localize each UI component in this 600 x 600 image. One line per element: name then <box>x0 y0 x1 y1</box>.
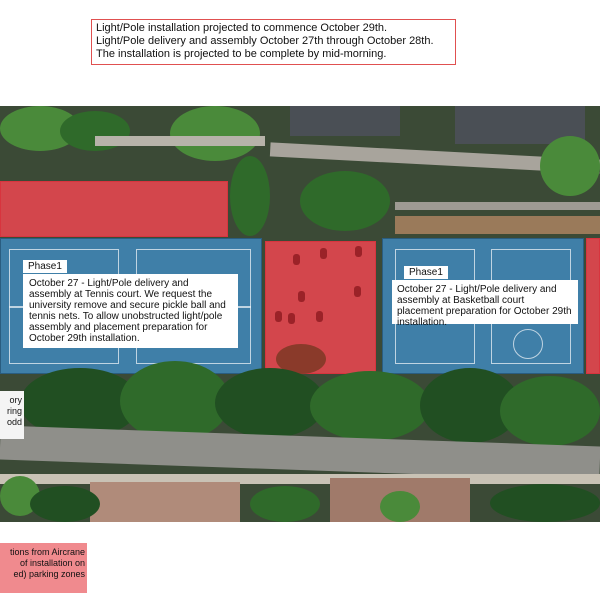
tree-canopy <box>120 361 230 441</box>
notice-line-2: Light/Pole delivery and assembly October 27th through October 28th. <box>96 35 434 47</box>
parked-car <box>354 286 361 297</box>
notice-line-1: Light/Pole installation projected to commence October 29th. <box>96 22 388 34</box>
red-zone-right-edge <box>586 238 600 374</box>
schedule-notice <box>91 19 456 65</box>
tree-canopy <box>170 106 260 161</box>
tree-canopy <box>500 376 600 446</box>
parked-car <box>316 311 323 322</box>
parking-note-line: tions from Aircrane <box>9 547 85 557</box>
tree-canopy <box>30 486 100 522</box>
notice-line-3: The installation is projected to be complete by mid-morning. <box>96 48 387 60</box>
basketball-court-note: October 27 - Light/Pole delivery and assembly at Basketball court placement preparation for October 29th installation. <box>392 280 578 324</box>
tree-canopy <box>490 484 600 522</box>
phase-label-basketball: Phase1 <box>404 266 448 279</box>
tree-canopy <box>380 491 420 522</box>
parked-car <box>288 313 295 324</box>
building-roof <box>290 106 400 136</box>
side-note-line: ring <box>6 406 22 416</box>
tree-canopy <box>540 136 600 196</box>
parked-car <box>293 254 300 265</box>
parked-car <box>298 291 305 302</box>
tennis-court-note: October 27 - Light/Pole delivery and assembly at Tennis court. We request the university remove and secure pickle ball and tennis nets. To allow unobstructed light/pole assembly and placement preparation for October 29th installation. <box>23 274 238 348</box>
tree-canopy <box>300 171 390 231</box>
tree-canopy <box>215 368 325 438</box>
red-zone-top-left <box>0 181 228 237</box>
tree-canopy <box>250 486 320 522</box>
parking-zone-note <box>0 543 87 593</box>
tree-canopy <box>310 371 430 441</box>
parked-car <box>355 246 362 257</box>
building-roof <box>90 482 240 522</box>
parked-car <box>275 311 282 322</box>
parked-car <box>320 248 327 259</box>
tree-canopy <box>230 156 270 236</box>
dirt-lot <box>395 216 600 234</box>
parking-strip <box>95 136 265 146</box>
parking-strip <box>395 202 600 210</box>
aerial-map <box>0 106 600 522</box>
phase-label-tennis: Phase1 <box>23 260 67 273</box>
side-note-line: ory <box>9 395 22 405</box>
parking-note-line: ed) parking zones <box>13 569 85 579</box>
side-note-line: odd <box>6 417 22 427</box>
parking-note-line: of installation on <box>19 558 85 568</box>
street <box>0 426 600 481</box>
side-note-card <box>0 391 24 439</box>
